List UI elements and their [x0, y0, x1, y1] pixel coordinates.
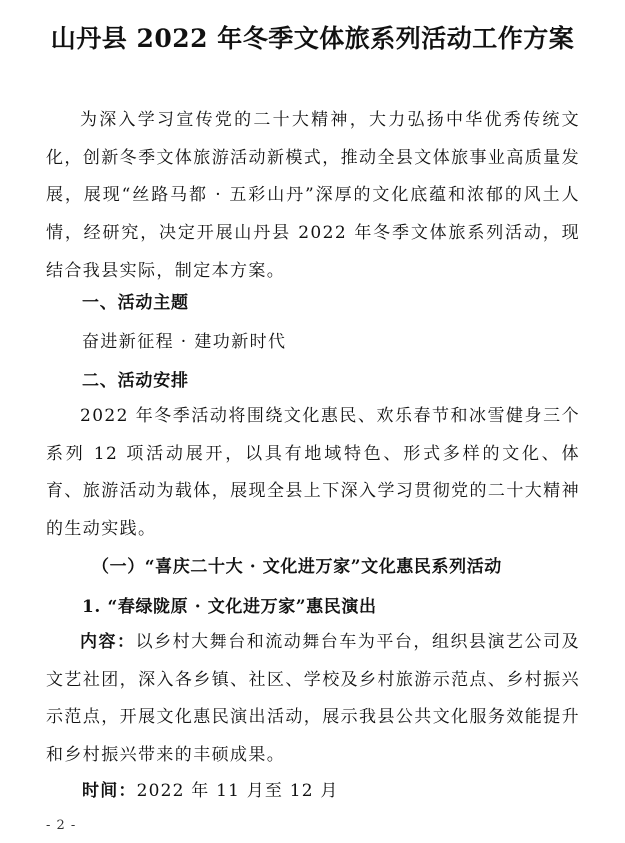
section-2-paragraph: 2022 年冬季活动将围绕文化惠民、欢乐春节和冰雪健身三个系列 12 项活动展开，以具有地域特色、形式多样的文化、体育、旅游活动为载体，展现全县上下深入学习贯彻党的二十大精神的生动实践。: [46, 406, 580, 540]
content-label: 内容：: [80, 632, 136, 652]
page-title: 山丹县 2022 年冬季文体旅系列活动工作方案: [50, 24, 575, 53]
activity-theme: 奋进新征程 · 建功新时代: [82, 332, 287, 352]
item-1-heading: 1. “春绿陇原 · 文化进万家”惠民演出: [82, 597, 377, 617]
time-label: 时间：: [82, 781, 137, 801]
time-text: 2022 年 11 月至 12 月: [136, 781, 339, 801]
page-number: - 2 -: [46, 818, 77, 833]
content-text: 以乡村大舞台和流动舞台车为平台，组织县演艺公司及文艺社团，深入各乡镇、社区、学校及乡村旅游示范点、乡村振兴示范点，开展文化惠民演出活动，展示我县公共文化服务效能提升和乡村振兴带来的丰硕成果。: [46, 632, 580, 766]
section-1-heading: 一、活动主题: [82, 293, 189, 313]
intro-paragraph: 为深入学习宣传党的二十大精神，大力弘扬中华优秀传统文化，创新冬季文体旅游活动新模式，推动全县文体旅事业高质量发展，展现“丝路马都 · 五彩山丹”深厚的文化底蕴和浓郁的风土人情，经研究，决定开展山丹县 2022 年冬季文体旅系列活动，现结合我县实际，制定本方案。: [46, 110, 580, 281]
section-2-heading: 二、活动安排: [82, 371, 189, 391]
item-1-content: [46, 624, 580, 775]
subsection-1-heading: （一）“喜庆二十大 · 文化进万家”文化惠民系列活动: [92, 557, 502, 577]
item-1-time: [82, 776, 622, 801]
